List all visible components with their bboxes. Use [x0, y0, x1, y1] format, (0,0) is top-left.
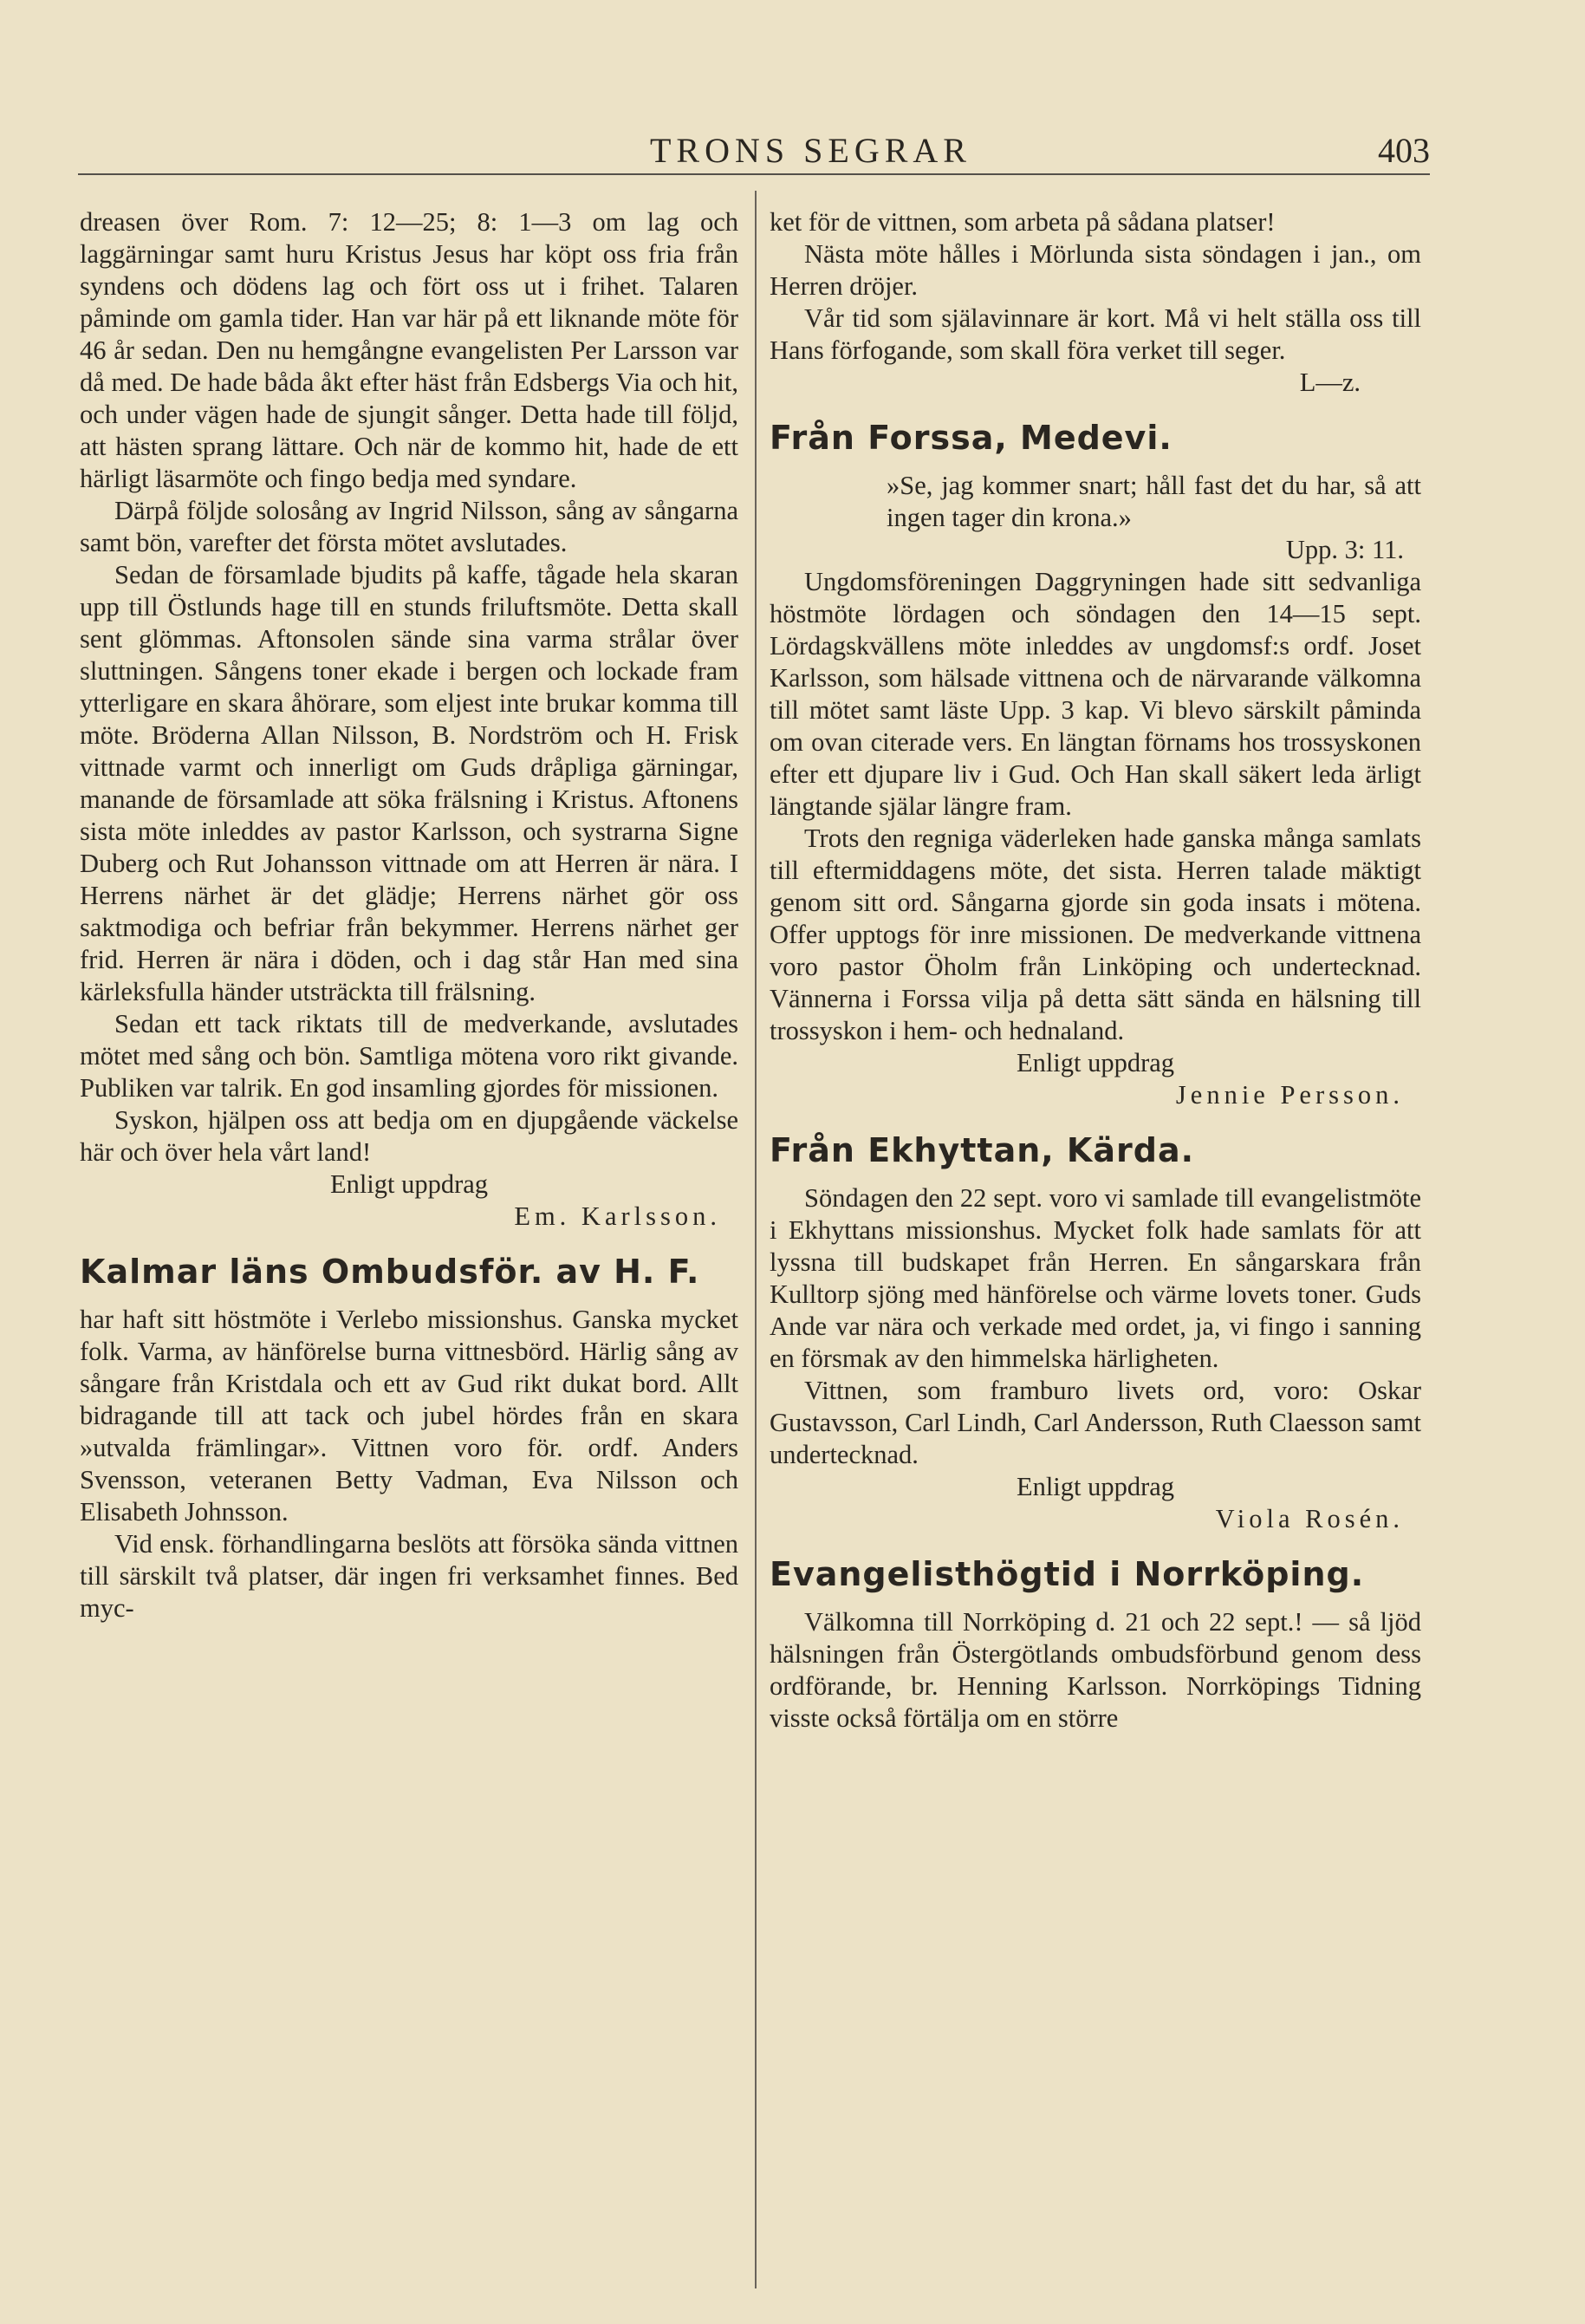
section-heading: Från Forssa, Medevi.: [770, 419, 1173, 457]
journal-title: TRONS SEGRAR: [650, 131, 971, 170]
page-header: [78, 130, 1430, 175]
paragraph: dreasen över Rom. 7: 12—25; 8: 1—3 om lag och laggärningar samt huru Kristus Jesus har köpt oss fria från syndens och dödens lag och fört oss ut i frihet. Talaren påminde om gamla tider. Han var här på ett liknande möte för 46 år sedan. Den nu hemgångne evangelisten Per Larsson var då med. De hade båda åkt efter häst från Edsbergs Via och hit, och under vägen hade de sjungit sånger. Detta hade till följd, att hästen sprang lättare. Och när de kommo hit, hade de ett härligt läsarmöte och fingo bedja med syndare.: [80, 207, 738, 493]
paragraph: Vittnen, som framburo livets ord, voro: Oskar Gustavsson, Carl Lindh, Carl Andersson, Ruth Claesson samt undertecknad.: [770, 1376, 1421, 1469]
quote-reference: Upp. 3: 11.: [1285, 535, 1404, 564]
section-heading: Evangelisthögtid i Norrköping.: [770, 1555, 1365, 1593]
column-divider: [755, 191, 757, 2288]
paragraph: har haft sitt höstmöte i Verlebo missionshus. Ganska mycket folk. Varma, av hänförelse burna vittnesbörd. Härlig sång av sångare från Kristdala och ett av Gud rikt dukat bord. Allt bidragande till att tack och jubel hördes från en skara »utvalda främlingar». Vittnen voro för. ordf. Anders Svensson, veteranen Betty Vadman, Eva Nilsson och Elisabeth Johnsson.: [80, 1305, 738, 1527]
paragraph: Söndagen den 22 sept. voro vi samlade till evangelistmöte i Ekhyttans missionshus. Mycket folk hade samlats för att lyssna till budskapet från Herren. En sångarskara från Kulltorp sjöng med hänförelse och värme lovets toner. Guds Ande var nära och verkade med ordet, ja, vi fingo i sanning en försmak av den himmelska härligheten.: [770, 1183, 1421, 1373]
signature-label: Enligt uppdrag: [1016, 1048, 1175, 1077]
left-column: [80, 206, 738, 1624]
paragraph: Trots den regniga väderleken hade ganska många samlats till eftermiddagens möte, det sista. Herren talade mäktigt genom sitt ord. Sångarna gjorde sin goda insats i mötena. Offer upptogs för inre missionen. De medverkande vittnena voro pastor Öholm från Linköping och undertecknad. Vännerna i Forssa vilja på detta sätt sända en hälsning till trossyskon i hem- och hednaland.: [770, 823, 1421, 1045]
paragraph: Ungdomsföreningen Daggryningen hade sitt sedvanliga höstmöte lördagen och söndagen den 14—15 sept. Lördagskvällens möte inleddes av ungdomsf:s ordf. Joset Karlsson, som hälsade vittnena och de närvarande välkomna till mötet samt läste Upp. 3 kap. Vi blevo särskilt påminda om ovan citerade vers. En längtan förnams hos trossyskonen efter ett djupare liv i Gud. Och Han skall säkert leda ärligt längtande själar längre fram.: [770, 567, 1421, 821]
paragraph: Vid ensk. förhandlingarna beslöts att försöka sända vittnen till särskilt två platser, där ingen fri verksamhet finnes. Bed myc-: [80, 1529, 738, 1623]
page-number: 403: [1378, 131, 1430, 170]
paragraph: Sedan ett tack riktats till de medverkande, avslutades mötet med sång och bön. Samtliga mötena voro rikt givande. Publiken var talrik. En god insamling gjordes för missionen.: [80, 1009, 738, 1103]
signature-name: L—z.: [1299, 368, 1361, 397]
signature-label: Enligt uppdrag: [1016, 1472, 1175, 1501]
right-column: [770, 206, 1421, 1735]
signature-label: Enligt uppdrag: [329, 1169, 489, 1199]
signature-name: Em. Karlsson.: [514, 1201, 721, 1231]
paragraph: Sedan de församlade bjudits på kaffe, tågade hela skaran upp till Östlunds hage till en stunds friluftsmöte. Detta skall sent glömmas. Aftonsolen sände sina varma strålar över sluttningen. Sångens toner ekade i bergen och lockade fram ytterligare en skara åhörare, som eljest inte brukar komma till möte. Bröderna Allan Nilsson, B. Nordström och H. Frisk vittnade varmt och innerligt om Guds dråpliga gärningar, manande de församlade att söka frälsning i Kristus. Aftonens sista möte inleddes av pastor Karlsson, och systrarna Signe Duberg och Rut Johansson vittnade om att Herren är nära. I Herrens närhet är det glädje; Herrens närhet gör oss saktmodiga och befriar från bekymmer. Herrens närhet ger frid. Herren är nära i döden, och i dag står Han med sina kärleksfulla händer utsträckta till frälsning.: [80, 560, 738, 1006]
paragraph: Syskon, hjälpen oss att bedja om en djupgående väckelse här och över hela vårt land!: [80, 1105, 738, 1167]
paragraph: ket för de vittnen, som arbeta på sådana platser!: [770, 207, 1276, 237]
quote-text: »Se, jag kommer snart; håll fast det du har, så att ingen tager din krona.»: [887, 471, 1421, 532]
paragraph: Därpå följde solosång av Ingrid Nilsson, sång av sångarna samt bön, varefter det första mötet avslutades.: [80, 496, 738, 557]
section-heading: Från Ekhyttan, Kärda.: [770, 1131, 1195, 1169]
paragraph: Välkomna till Norrköping d. 21 och 22 sept.! — så ljöd hälsningen från Östergötlands ombudsförbund genom dess ordförande, br. Henning Karlsson. Norrköpings Tidning visste också förtälja om en större: [770, 1607, 1421, 1733]
signature-name: Jennie Persson.: [1175, 1080, 1404, 1110]
paragraph: Nästa möte hålles i Mörlunda sista söndagen i jan., om Herren dröjer.: [770, 239, 1421, 301]
section-heading: Kalmar läns Ombudsför. av H. F.: [80, 1253, 700, 1291]
signature-name: Viola Rosén.: [1215, 1504, 1404, 1533]
bible-quote: [770, 470, 1421, 566]
paragraph: Vår tid som själavinnare är kort. Må vi helt ställa oss till Hans förfogande, som skall föra verket till seger.: [770, 303, 1421, 365]
